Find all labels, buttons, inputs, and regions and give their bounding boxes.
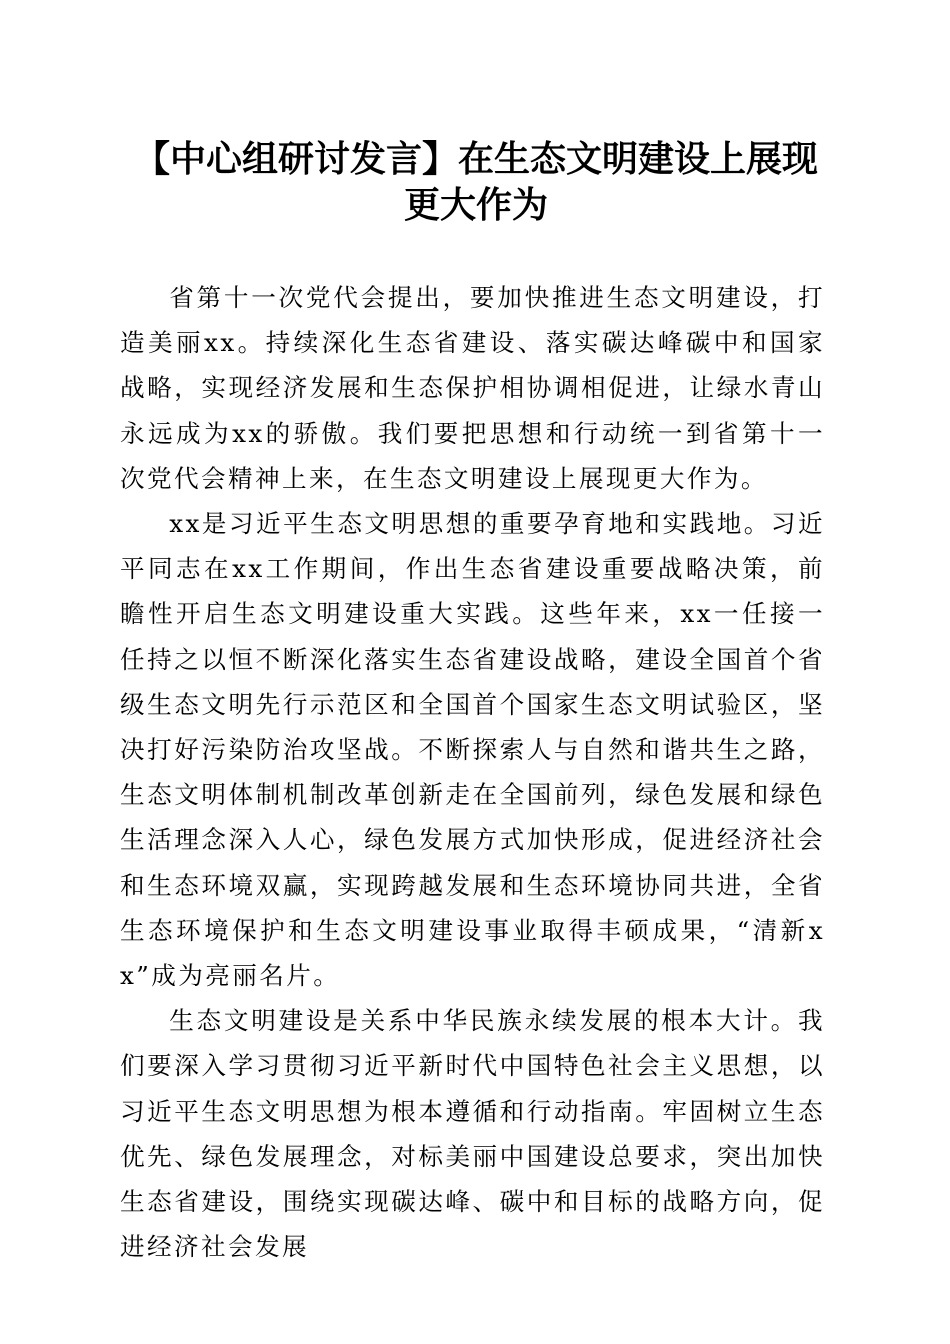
paragraph-2: xx是习近平生态文明思想的重要孕育地和实践地。习近平同志在xx工作期间，作出生态省建设重要战略决策，前瞻性开启生态文明建设重大实践。这些年来，xx一任接一任持之以恒不断深化落实生态省建设战略，建设全国首个省级生态文明先行示范区和全国首个国家生态文明试验区，坚决打好污染防治攻坚战。不断探索人与自然和谐共生之路，生态文明体制机制改革创新走在全国前列，绿色发展和绿色生活理念深入人心，绿色发展方式加快形成，促进经济社会和生态环境双赢，实现跨越发展和生态环境协同共进，全省生态环境保护和生态文明建设事业取得丰硕成果，“清新xx”成为亮丽名片。 xyxy=(120,509,825,991)
paragraph-3: 生态文明建设是关系中华民族永续发展的根本大计。我们要深入学习贯彻习近平新时代中国特色社会主义思想，以习近平生态文明思想为根本遵循和行动指南。牢固树立生态优先、绿色发展理念，对标美丽中国建设总要求，突出加快生态省建设，围绕实现碳达峰、碳中和目标的战略方向，促进经济社会发展 xyxy=(120,1006,825,1262)
paragraph-1: 省第十一次党代会提出，要加快推进生态文明建设，打造美丽xx。持续深化生态省建设、落实碳达峰碳中和国家战略，实现经济发展和生态保护相协调相促进，让绿水青山永远成为xx的骄傲。我们要把思想和行动统一到省第十一次党代会精神上来，在生态文明建设上展现更大作为。 xyxy=(120,283,825,493)
document-title: 【中心组研讨发言】在生态文明建设上展现更大作为 xyxy=(133,138,818,226)
document-body xyxy=(120,275,825,1269)
